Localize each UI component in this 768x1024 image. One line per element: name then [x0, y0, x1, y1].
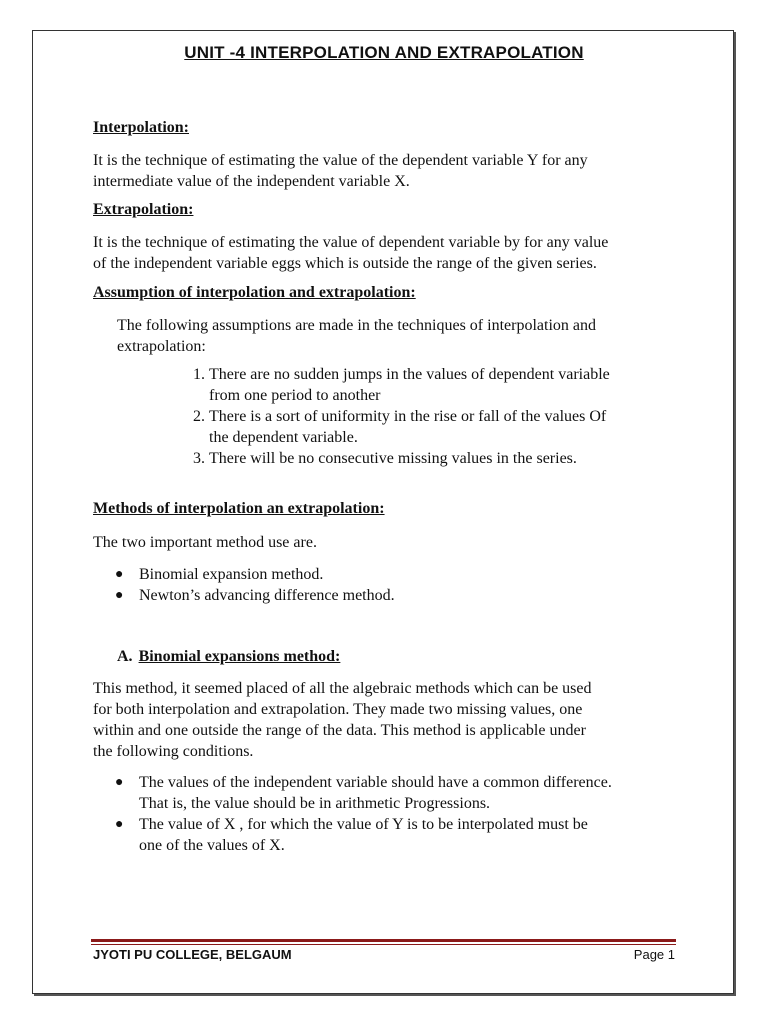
interpolation-line-2: intermediate value of the independent variable X.	[93, 173, 410, 190]
binomial-para-line: This method, it seemed placed of all the algebraic methods which can be used	[93, 680, 592, 697]
bullet-icon: ●	[115, 775, 124, 790]
assumption-heading: Assumption of interpolation and extrapolation:	[93, 284, 416, 301]
interpolation-heading: Interpolation:	[93, 119, 189, 136]
page-title: UNIT -4 INTERPOLATION AND EXTRAPOLATION	[184, 43, 584, 62]
bullet-icon: ●	[115, 588, 124, 603]
assumption-item-line-1: 1. There are no sudden jumps in the values of dependent variable	[209, 366, 610, 383]
condition-line-1: The values of the independent variable should have a common difference.	[139, 774, 612, 791]
extrapolation-line-2: of the independent variable eggs which is outside the range of the given series.	[93, 255, 597, 272]
interpolation-definition	[93, 150, 673, 192]
methods-intro: The two important method use are.	[93, 534, 317, 551]
assumption-item	[209, 364, 719, 406]
bullet-icon: ●	[115, 817, 124, 832]
methods-heading: Methods of interpolation an extrapolation:	[93, 500, 385, 517]
extrapolation-line-1: It is the technique of estimating the value of dependent variable by for any value	[93, 234, 609, 251]
interpolation-line-1: It is the technique of estimating the value of the dependent variable Y for any	[93, 152, 588, 169]
methods-item-text: Binomial expansion method.	[139, 566, 324, 583]
binomial-para-line: for both interpolation and extrapolation. They made two missing values, one	[93, 701, 583, 718]
assumption-intro	[117, 315, 677, 357]
assumption-item-line-2: from one period to another	[209, 387, 381, 404]
assumption-item	[209, 448, 719, 469]
binomial-paragraph	[93, 678, 673, 762]
footer-rule-thin	[91, 944, 676, 945]
condition-item	[115, 772, 729, 814]
condition-line-2: one of the values of X.	[139, 837, 285, 854]
assumption-item	[209, 406, 719, 448]
footer-rule	[91, 939, 676, 942]
assumption-intro-line-1: The following assumptions are made in the techniques of interpolation and	[117, 317, 596, 334]
assumption-item-line-2: the dependent variable.	[209, 429, 358, 446]
methods-list-item	[115, 585, 699, 606]
condition-item	[115, 814, 729, 856]
condition-line-1: The value of X , for which the value of Y is to be interpolated must be	[139, 816, 588, 833]
binomial-para-line: within and one outside the range of the data. This method is applicable under	[93, 722, 586, 739]
assumption-item-line-1: 2. There is a sort of uniformity in the rise or fall of the values Of	[209, 408, 607, 425]
assumption-item-line-1: 3. There will be no consecutive missing values in the series.	[209, 450, 577, 467]
bullet-icon: ●	[115, 567, 124, 582]
methods-list	[93, 564, 699, 606]
assumption-list	[160, 364, 719, 469]
extrapolation-heading: Extrapolation:	[93, 201, 194, 218]
conditions-list	[93, 772, 729, 856]
footer-page-number: Page 1	[633, 947, 675, 962]
methods-list-item	[115, 564, 699, 585]
assumption-intro-line-2: extrapolation:	[117, 338, 206, 355]
binomial-para-line: the following conditions.	[93, 743, 254, 760]
condition-line-2: That is, the value should be in arithmetic Progressions.	[139, 795, 491, 812]
binomial-heading: Binomial expansions method:	[138, 648, 341, 665]
methods-item-text: Newton’s advancing difference method.	[139, 587, 395, 604]
section-label: A.	[117, 648, 133, 665]
footer-college-name: JYOTI PU COLLEGE, BELGAUM	[93, 947, 292, 962]
extrapolation-definition	[93, 232, 673, 274]
binomial-section-heading	[117, 648, 340, 666]
